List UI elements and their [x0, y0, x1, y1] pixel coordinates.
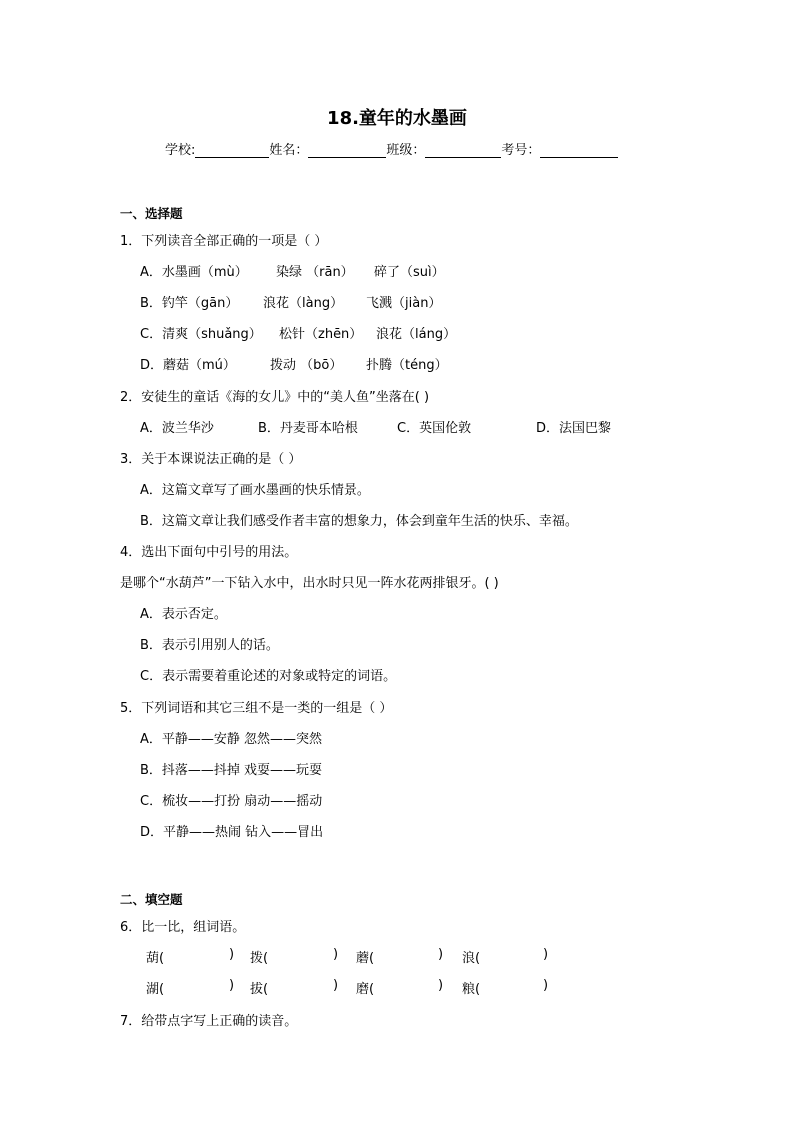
option-text: B．抖落——抖掉 戏耍——玩耍 [140, 763, 323, 778]
option-text: 染绿 （rān） [276, 265, 354, 280]
exam-no-label: 考号： [501, 143, 541, 158]
option-text: 拨动 （bō） [270, 358, 343, 373]
fill-close[interactable]: ) [438, 947, 444, 962]
fill-char: 粮( [462, 982, 481, 997]
fill-char: 拔( [250, 982, 269, 997]
page-title: 18.童年的水墨画 [327, 108, 467, 129]
name-label: 姓名： [269, 143, 309, 158]
name-blank[interactable] [308, 143, 386, 158]
option-text: 碎了（suì） [374, 265, 445, 280]
section-heading: 一、选择题 [120, 206, 183, 221]
fill-close[interactable]: ) [438, 978, 444, 993]
option-text: D．法国巴黎 [536, 421, 612, 436]
exam-no-blank[interactable] [540, 143, 618, 158]
option-text: 浪花（làng） [263, 296, 344, 311]
option-text: C．英国伦敦 [397, 421, 472, 436]
fill-close[interactable]: ) [543, 947, 549, 962]
question-stem: 2．安徒生的童话《海的女儿》中的“美人鱼”坐落在( ) [120, 390, 430, 405]
fill-char: 蘑( [356, 951, 375, 966]
option-text: C．梳妆——打扮 扇动——摇动 [140, 794, 323, 809]
fill-char: 浪( [462, 951, 481, 966]
option-text: B．表示引用别人的话。 [140, 638, 279, 653]
fill-close[interactable]: ) [333, 978, 339, 993]
question-stem: 3．关于本课说法正确的是（ ） [120, 452, 302, 467]
school-blank[interactable] [195, 143, 269, 158]
option-text: A．平静——安静 忽然——突然 [140, 732, 323, 747]
option-text: B．这篇文章让我们感受作者丰富的想象力，体会到童年生活的快乐、幸福。 [140, 514, 578, 529]
option-text: D．蘑菇（mú） [140, 358, 236, 373]
question-stem: 7．给带点字写上正确的读音。 [120, 1014, 298, 1029]
section-heading: 二、填空题 [120, 892, 183, 907]
option-text: 扑腾（téng） [366, 358, 448, 373]
question-sentence: 是哪个“水葫芦”一下钻入水中，出水时只见一阵水花两排银牙。( ) [120, 576, 499, 591]
fill-char: 湖( [146, 982, 165, 997]
class-label: 班级： [386, 143, 426, 158]
option-text: D．平静——热闹 钻入——冒出 [140, 825, 324, 840]
option-text: A．水墨画（mù） [140, 265, 248, 280]
fill-close[interactable]: ) [543, 978, 549, 993]
option-text: C．表示需要着重论述的对象或特定的词语。 [140, 669, 397, 684]
option-text: 松针（zhēn） [279, 327, 363, 342]
fill-char: 磨( [356, 982, 375, 997]
option-text: C．清爽（shuǎng） [140, 327, 262, 342]
option-text: 飞溅（jiàn） [366, 296, 442, 311]
question-stem: 6．比一比，组词语。 [120, 920, 246, 935]
fill-char: 拨( [250, 951, 269, 966]
option-text: A．这篇文章写了画水墨画的快乐情景。 [140, 483, 370, 498]
question-stem: 1．下列读音全部正确的一项是（ ） [120, 234, 328, 249]
class-blank[interactable] [425, 143, 501, 158]
fill-close[interactable]: ) [333, 947, 339, 962]
question-stem: 4．选出下面句中引号的用法。 [120, 545, 298, 560]
option-text: 浪花（láng） [376, 327, 457, 342]
school-label: 学校: [165, 143, 196, 158]
option-text: B．丹麦哥本哈根 [258, 421, 358, 436]
option-text: A．表示否定。 [140, 607, 227, 622]
option-text: A．波兰华沙 [140, 421, 214, 436]
fill-close[interactable]: ) [229, 947, 235, 962]
option-text: B．钓竿（gān） [140, 296, 239, 311]
student-info-line [165, 139, 618, 158]
fill-close[interactable]: ) [229, 978, 235, 993]
question-stem: 5．下列词语和其它三组不是一类的一组是（ ） [120, 701, 393, 716]
fill-char: 葫( [146, 951, 165, 966]
